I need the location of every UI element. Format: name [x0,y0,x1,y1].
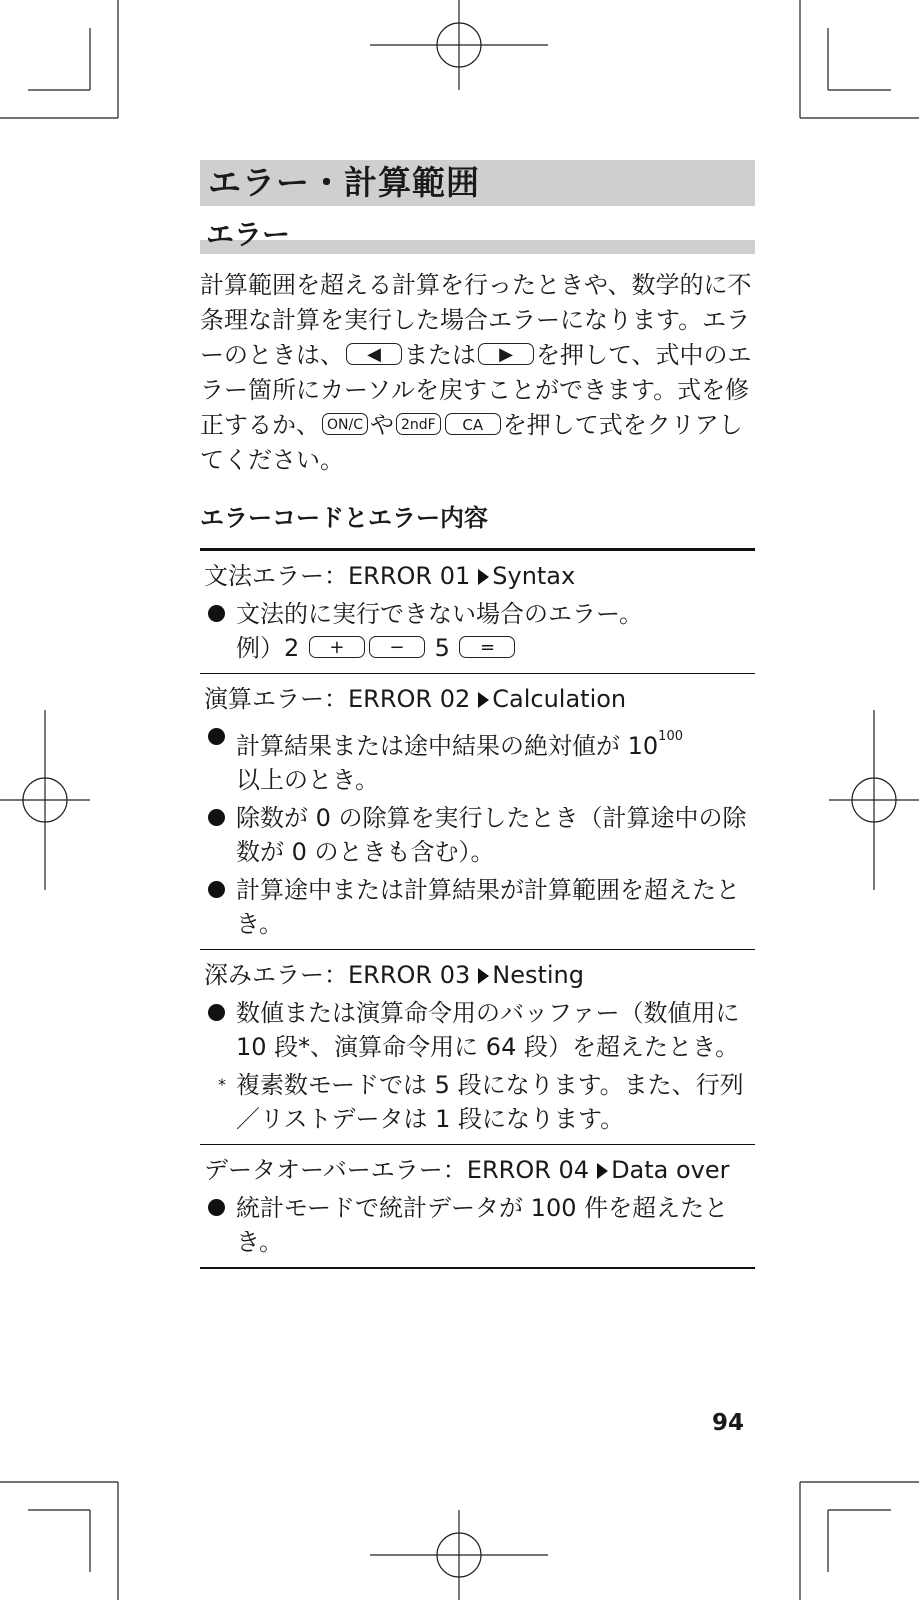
asterisk-mark: * [218,1075,226,1094]
list-item: 除数が 0 の除算を実行したとき（計算途中の除数が 0 のときも含む）。 [204,801,755,869]
right-arrow-key-icon: ▶ [478,343,534,365]
triangle-right-icon [597,1163,608,1179]
list-item: 統計モードで統計データが 100 件を超えたとき。 [204,1191,755,1259]
second-function-key-icon: 2ndF [396,413,441,435]
triangle-right-icon [478,692,489,708]
error-entry-calculation [200,673,755,949]
section-subtitle: エラー [200,218,755,254]
error-header: 演算エラー：ERROR 02 Calculation [204,685,627,713]
triangle-right-icon [478,968,489,984]
bullet-icon [208,809,225,826]
error-entry-data-over [200,1144,755,1267]
footnote: * 複素数モードでは 5 段になります。また、行列／リストデータは 1 段になります。 [204,1068,755,1136]
onc-key-icon: ON/C [322,413,368,435]
bullet-icon [208,1004,225,1021]
equals-key-icon: = [459,636,515,658]
intro-paragraph: 計算範囲を超える計算を行ったときや、数学的に不条理な計算を実行した場合エラーになります。エラーのときは、 ◀ または ▶ を押して、式中のエラー箇所にカーソルを戻すことができます。式を修正するか、 ON/C や 2ndF CA を押して式をクリアしてください。 [200,271,752,474]
bullet-icon [208,728,225,745]
error-entry-nesting [200,949,755,1144]
page-number: 94 [712,1410,745,1436]
error-codes-heading: エラーコードとエラー内容 [200,504,488,532]
error-header: 文法エラー：ERROR 01 Syntax [204,562,576,590]
minus-key-icon: − [369,636,425,658]
error-entry-syntax [200,551,755,673]
list-item: 計算途中または計算結果が計算範囲を超えたとき。 [204,873,755,941]
list-item: 計算結果または途中結果の絶対値が $10^{100}$ 以上のとき。 [204,720,755,797]
bullet-icon [208,605,225,622]
page-title: エラー・計算範囲 [200,160,755,206]
page-content [200,160,755,1269]
error-table [200,548,755,1269]
bullet-icon [208,881,225,898]
plus-key-icon: + [309,636,365,658]
list-item: 数値または演算命令用のバッファー（数値用に 10 段*、演算命令用に 64 段）を超えたとき。 [204,996,755,1064]
ca-key-icon: CA [445,413,501,435]
error-header: 深みエラー：ERROR 03 Nesting [204,961,584,989]
left-arrow-key-icon: ◀ [346,343,402,365]
list-item: 文法的に実行できない場合のエラー。 例）2 + − 5 = [204,597,755,665]
error-header: データオーバーエラー：ERROR 04 Data over [204,1156,730,1184]
triangle-right-icon [478,569,489,585]
bullet-icon [208,1199,225,1216]
